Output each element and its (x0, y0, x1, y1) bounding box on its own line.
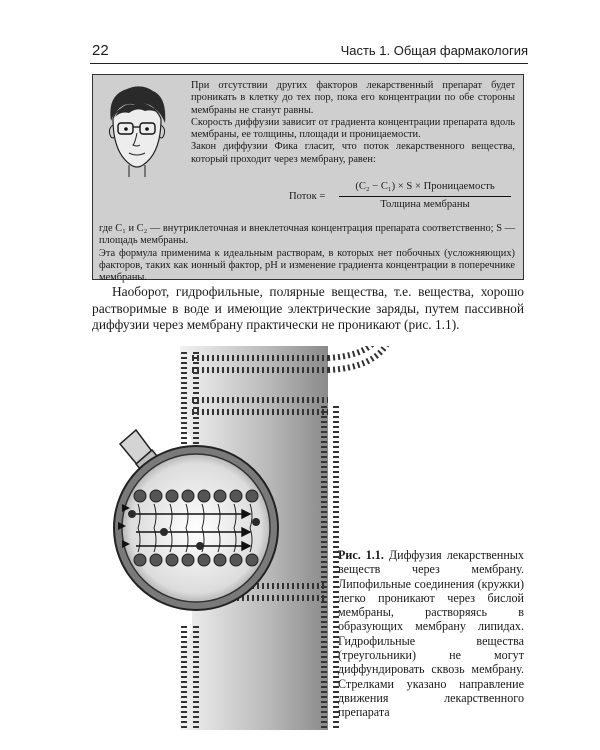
callout-line: Скорость диффузии зависит от градиента концентрации препарата вдоль мембраны, ее толщины, площади и проницаемости. (191, 116, 515, 141)
fraction-bar (339, 196, 511, 197)
callout-line: где C₁ и C₂ — внутриклеточная и внеклеточная концентрация препарата соответственно; S — площадь мембраны. (99, 223, 515, 247)
figure-caption (338, 548, 524, 720)
caption-label: Рис. 1.1. (338, 548, 384, 562)
formula-numerator: (C₂ − C₁) × S × Проницаемость (355, 181, 495, 192)
callout-bottom-text (99, 223, 515, 284)
running-head: Часть 1. Общая фармакология (340, 43, 528, 58)
formula-lhs: Поток = (289, 191, 326, 202)
header-rule (90, 63, 528, 64)
callout-text (191, 80, 515, 166)
callout-line: Эта формула применима к идеальным растворам, в которых нет побочных (усложняющих) факторов, таких как ионный фактор, pH и изменение градиента концентрации в поперечнике мембраны. (99, 247, 515, 284)
caption-text: Диффузия лекарственных веществ через мембрану. Липофильные соединения (кружки) легко проникают через бислой мембраны, растворяясь в образующих мембрану липидах. Гидрофильные вещества (треугольники) не могут диффундировать сквозь мембрану. Стрелками указано направление движения лекарственного препарата (338, 548, 524, 720)
callout-line: Закон диффузии Фика гласит, что поток лекарственного вещества, который проходит через мембрану, равен: (191, 141, 515, 165)
fick-formula (289, 179, 519, 223)
scientist-portrait-icon (101, 83, 173, 179)
formula-denominator: Толщина мембраны (380, 199, 470, 210)
callout-line: При отсутствии других факторов лекарственный препарат будет проникать в клетку до тех пор, пока его концентрации по обе стороны мембраны не станут равны. (191, 80, 515, 116)
callout-box (92, 74, 524, 284)
body-paragraph: Наоборот, гидрофильные, полярные вещества, т.е. вещества, хорошо растворимые в воде и имеющие электрические заряды, путем пассивной диффузии через мембрану практически не проникают (рис. 1.1). (92, 284, 524, 333)
page-number: 22 (92, 42, 109, 59)
